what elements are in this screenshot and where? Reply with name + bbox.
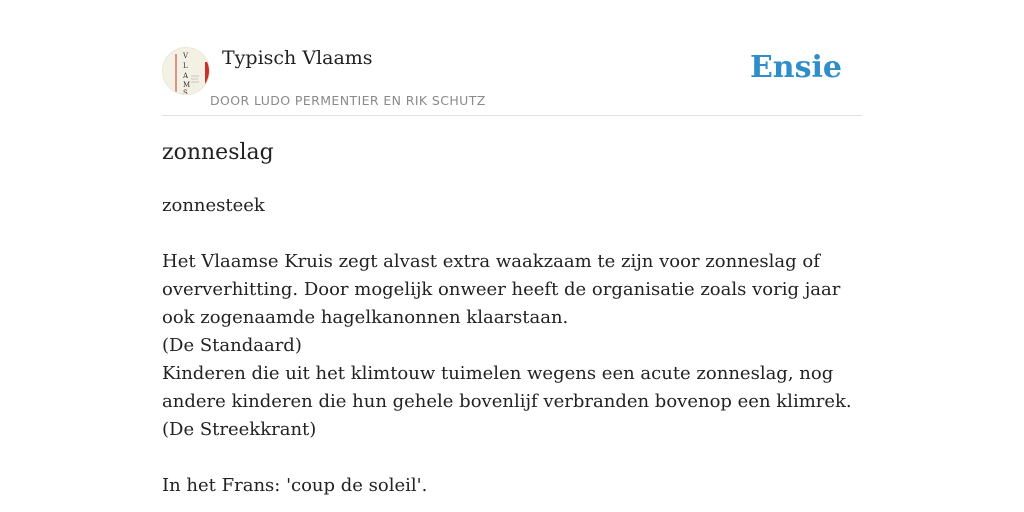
svg-text:V: V [183, 52, 189, 60]
ensie-brand-link[interactable]: Ensie [749, 50, 842, 85]
entry-note: In het Frans: 'coup de soleil'. [162, 475, 428, 496]
svg-text:L: L [183, 62, 188, 70]
example-source-1: (De Standaard) [162, 335, 302, 356]
book-logo-icon[interactable] [162, 47, 210, 95]
book-authors: DOOR LUDO PERMENTIER EN RIK SCHUTZ [210, 93, 486, 108]
example-quote-1: Het Vlaamse Kruis zegt alvast extra waakzaam te zijn voor zonneslag of oververhitting. Door mogelijk onweer heeft de organisatie zoals vorig jaar ook zogenaamde hagelkanonnen klaarstaan. [162, 251, 841, 328]
svg-text:M: M [183, 81, 191, 89]
book-title-link[interactable]: Typisch Vlaams [222, 47, 373, 69]
entry-content [162, 192, 862, 500]
paragraph-spacer [162, 220, 862, 248]
entry-definition: zonnesteek [162, 195, 265, 216]
example-quote-2: Kinderen die uit het klimtouw tuimelen wegens een acute zonneslag, nog andere kinderen die hun gehele bovenlijf verbranden bovenop een klimrek. [162, 363, 852, 412]
paragraph-spacer [162, 444, 862, 472]
svg-text:A: A [183, 72, 189, 80]
example-source-2: (De Streekkrant) [162, 419, 317, 440]
svg-text:S: S [183, 89, 188, 95]
page-header [162, 40, 862, 116]
entry-term-title: zonneslag [162, 140, 274, 165]
book-logo-graphic [163, 48, 210, 95]
